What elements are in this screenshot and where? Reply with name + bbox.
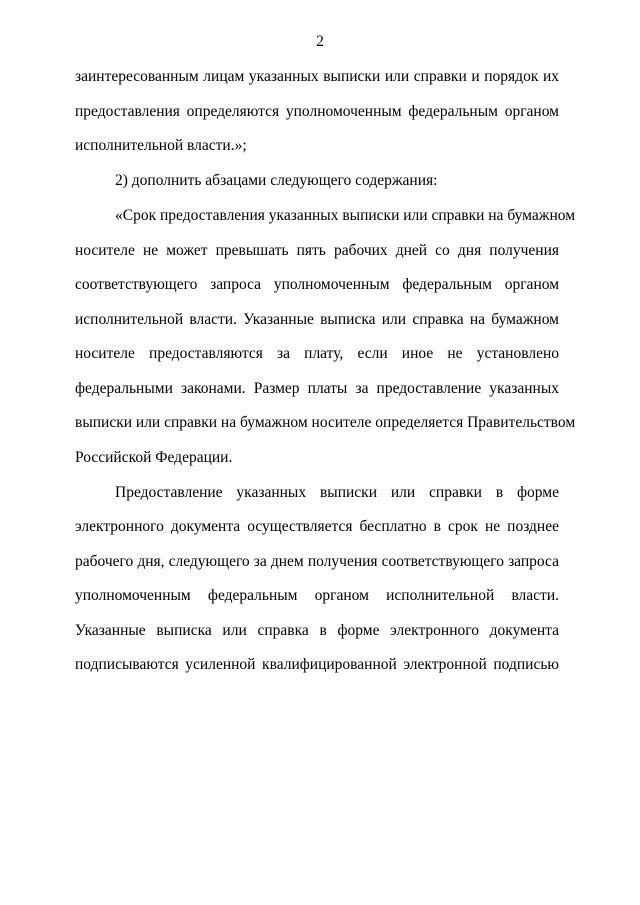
text-line: электронного документа осуществляется бесплатно в срок не позднее [75,518,559,535]
text-line: выписки или справки на бумажном носителе определяется Правительством [75,414,576,431]
text-line: Предоставление указанных выписки или справки в форме [115,484,559,501]
text-line: подписываются усиленной квалифицированной электронной подписью [75,656,559,673]
text-line: соответствующего запроса уполномоченным федеральным органом [75,276,559,293]
text-line: исполнительной власти. Указанные выписка или справка на бумажном [75,311,559,328]
text-line: заинтересованным лицам указанных выписки или справки и порядок их [75,68,559,85]
text-line: 2) дополнить абзацами следующего содержания: [115,172,438,189]
text-line: носителе предоставляются за плату, если иное не установлено [75,345,559,362]
text-line: Указанные выписка или справка в форме электронного документа [75,622,559,639]
text-line: предоставления определяются уполномоченным федеральным органом [75,103,559,120]
text-line: «Срок предоставления указанных выписки или справки на бумажном [115,207,576,224]
text-line: уполномоченным федеральным органом исполнительной власти. [75,587,559,604]
text-line: федеральными законами. Размер платы за предоставление указанных [75,380,559,397]
text-line: исполнительной власти.»; [75,137,247,154]
page-number: 2 [316,33,324,50]
text-line: носителе не может превышать пять рабочих дней со дня получения [75,242,559,259]
text-line: рабочего дня, следующего за днем получения соответствующего запроса [75,553,559,570]
text-line: Российской Федерации. [75,449,233,466]
